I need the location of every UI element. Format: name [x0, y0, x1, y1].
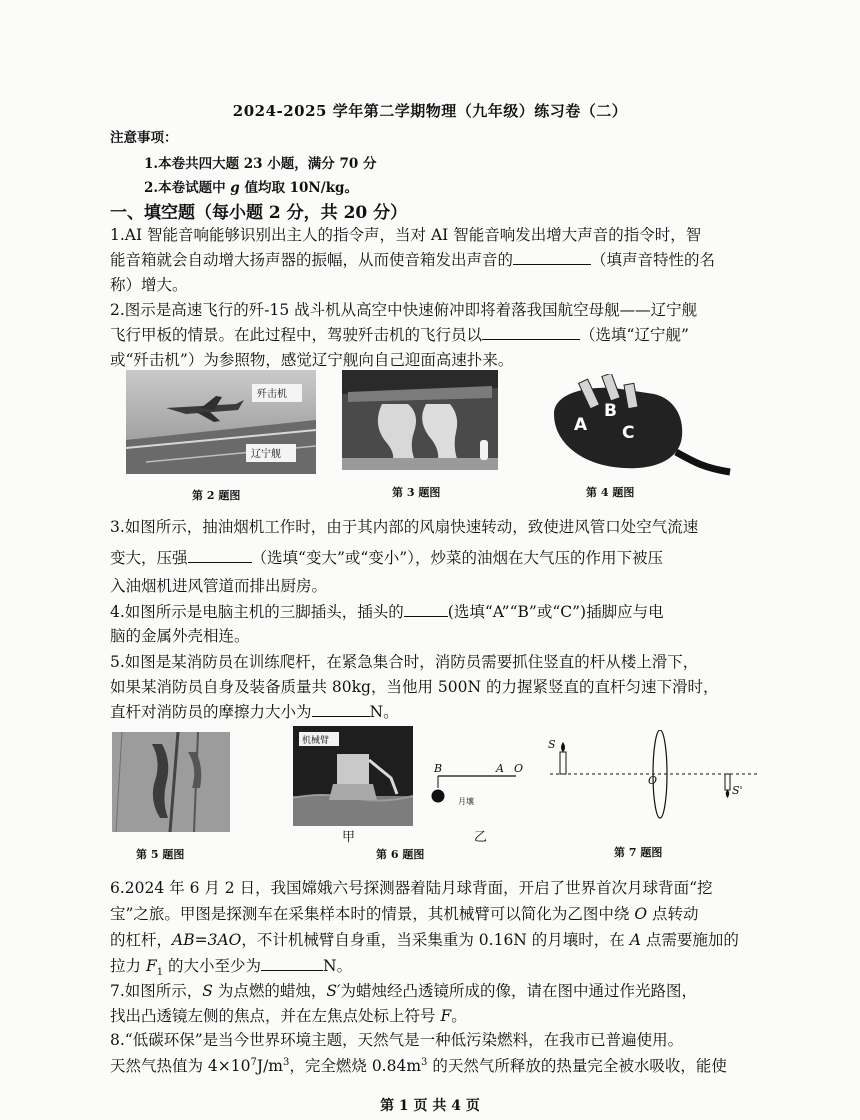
q5-line-2: 如果某消防员自身及装备质量共 80kg，当他用 500N 的力握紧竖直的直杆匀速下滑时， — [110, 678, 719, 696]
fig7-label-o: O — [648, 774, 658, 787]
q2-line-2: 飞行甲板的情景。在此过程中，驾驶歼击机的飞行员以 （选填“辽宁舰” — [110, 326, 689, 344]
lever-point-o: O — [514, 762, 524, 775]
q6-line-4: 拉力 $F_1$ 的大小至少为 N。 — [110, 957, 353, 979]
plug-pin-b-label: B — [604, 401, 617, 421]
notes-item-2: 2.本卷试题中 g 值均取 10N/kg。 — [144, 180, 359, 196]
q2-answer-blank[interactable] — [482, 325, 580, 340]
lever-point-a: A — [496, 762, 504, 775]
fig5-pole-photo — [112, 732, 230, 832]
q3-line-3: 入油烟机进风管道而排出厨房。 — [110, 577, 328, 595]
q6-line-2: 宝”之旅。甲图是探测车在采集样本时的情景，其机械臂可以简化为乙图中绕 O 点转动 — [110, 905, 699, 923]
fig2-label-jet: 歼击机 — [257, 389, 287, 400]
lever-point-b: B — [434, 762, 443, 775]
candle-icon — [560, 742, 566, 774]
q5-answer-blank[interactable] — [312, 702, 370, 717]
q2-line-1: 2.图示是高速飞行的歼-15 战斗机从高空中快速俯冲即将着落我国航空母舰——辽宁舰 — [110, 301, 698, 319]
plug-pin-c-label: C — [622, 423, 635, 443]
q4-answer-blank[interactable] — [404, 602, 448, 617]
notes-heading: 注意事项： — [110, 130, 178, 146]
fig2-label-carrier: 辽宁舰 — [251, 449, 281, 460]
page-footer: 第 1 页 共 4 页 — [380, 1098, 480, 1114]
fig7-label-s: S — [548, 738, 556, 751]
soil-weight-icon — [432, 790, 445, 803]
fig3-caption: 第 3 题图 — [392, 486, 441, 499]
fig3-range-hood-photo — [342, 370, 498, 470]
notes-item-1: 1.本卷共四大题 23 小题，满分 70 分 — [144, 156, 377, 172]
q1-line-1: 1.AI 智能音响能够识别出主人的指令声，当对 AI 智能音响发出增大声音的指令时，智 — [110, 226, 702, 244]
fig7-lens-diagram — [544, 730, 764, 824]
fig6-label-yi: 乙 — [474, 830, 488, 845]
candle-image-icon — [725, 774, 730, 798]
q1-line-2: 能音箱就会自动增大扬声器的振幅，从而使音箱发出声音的 （填声音特性的名 — [110, 251, 716, 269]
fig4-caption: 第 4 题图 — [586, 486, 635, 499]
q8-line-1: 8.“低碳环保”是当今世界环境主题，天然气是一种低污染燃料，在我市已普遍使用。 — [110, 1031, 684, 1049]
plug-pin-a-label: A — [574, 415, 588, 435]
fig5-caption: 第 5 题图 — [136, 848, 185, 861]
fig6-lever-diagram — [430, 760, 530, 810]
fig6-photo-label: 机械臂 — [302, 736, 330, 746]
fig6-label-jia: 甲 — [342, 830, 356, 845]
section-1-heading: 一、填空题（每小题 2 分，共 20 分） — [110, 203, 408, 223]
q6-line-1: 6.2024 年 6 月 2 日，我国嫦娥六号探测器着陆月球背面，开启了世界首次月球背面“挖 — [110, 879, 713, 897]
q2-line-3: 或“歼击机”）为参照物，感觉辽宁舰向自己迎面高速扑来。 — [110, 351, 514, 369]
q5-line-3: 直杆对消防员的摩擦力大小为 N。 — [110, 703, 399, 721]
fig4-plug-diagram — [544, 374, 740, 478]
q6-line-3: 的杠杆，AB=3AO，不计机械臂自身重，当采集重为 0.16N 的月壤时，在 A 点需要施加的 — [110, 931, 739, 949]
fig7-caption: 第 7 题图 — [614, 846, 663, 859]
q4-line-2: 脑的金属外壳相连。 — [110, 627, 250, 645]
fig7-label-s-image: S' — [732, 784, 743, 797]
q6-answer-blank[interactable] — [261, 956, 323, 971]
q1-answer-blank[interactable] — [513, 250, 591, 265]
exam-title: 2024-2025 学年第二学期物理（九年级）练习卷（二） — [232, 102, 628, 120]
q3-answer-blank[interactable] — [188, 548, 252, 563]
q7-line-1: 7.如图所示，S 为点燃的蜡烛，S′为蜡烛经凸透镜所成的像，请在图中通过作光路图， — [110, 982, 698, 1000]
q1-line-3: 称）增大。 — [110, 276, 188, 294]
q3-line-2: 变大，压强 （选填“变大”或“变小”），炒菜的油烟在大气压的作用下被压 — [110, 549, 663, 567]
fig2-caption: 第 2 题图 — [192, 489, 241, 502]
q8-line-2: 天然气热值为 $4\times 10^7J/m^3$，完全燃烧 $0.84m^3$ 的天然气所释放的热量完全被水吸收，能使 — [110, 1056, 727, 1075]
q5-line-1: 5.如图是某消防员在训练爬杆，在紧急集合时，消防员需要抓住竖直的杆从楼上滑下， — [110, 653, 699, 671]
q3-line-1: 3.如图所示，抽油烟机工作时，由于其内部的风扇快速转动，致使进风管口处空气流速 — [110, 518, 699, 536]
q7-line-2: 找出凸透镜左侧的焦点，并在左焦点处标上符号 F。 — [110, 1007, 467, 1025]
fig6-lunar-arm-photo — [293, 726, 413, 826]
q4-line-1: 4.如图所示是电脑主机的三脚插头，插头的 (选填“A”“B”或“C”)插脚应与电 — [110, 603, 664, 621]
fig6-caption: 第 6 题图 — [376, 848, 425, 861]
fig2-jet-photo — [126, 370, 316, 474]
lever-soil-label: 月壤 — [458, 797, 474, 806]
